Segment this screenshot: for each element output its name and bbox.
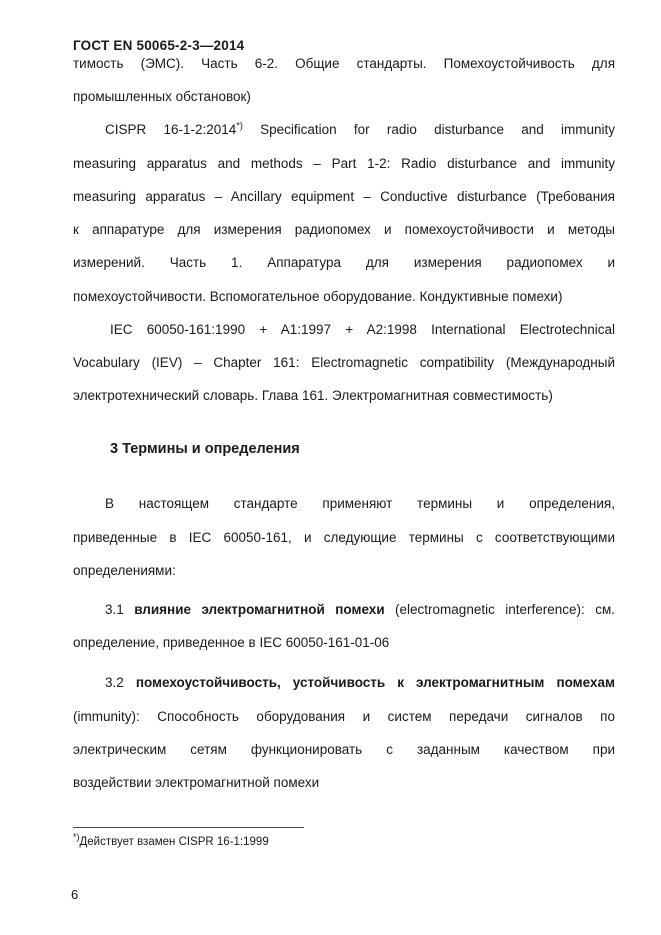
term-3-2-line-2: (immunity): Способность оборудования и систем передачи сигналов по [73, 709, 615, 724]
footnote [73, 832, 269, 848]
term-3-2-line-3: электрическим сетям функционировать с заданным качеством при [73, 742, 615, 757]
cispr-code: CISPR 16-1-2:2014 [105, 122, 237, 137]
ref-line-6: к аппаратуре для измерения радиопомех и помехоустойчивости и методы [73, 222, 615, 237]
term-3-1-line-2: определение, приведенное в IEC 60050-161-01-06 [73, 635, 390, 650]
intro-line-1: В настоящем стандарте применяют термины и определения, [105, 496, 615, 511]
page-number: 6 [71, 887, 79, 902]
ref-line-9: IEC 60050-161:1990 + A1:1997 + A2:1998 International Electrotechnical [110, 322, 615, 337]
ref-line-7: измерений. Часть 1. Аппаратура для измерения радиопомех и [73, 255, 615, 270]
ref-line-8: помехоустойчивости. Вспомогательное оборудование. Кондуктивные помехи) [73, 289, 563, 304]
cispr-title: Specification for radio disturbance and immunity [242, 122, 615, 137]
term-3-2-line-4: воздействии электромагнитной помехи [73, 775, 320, 790]
ref-line-4: measuring apparatus and methods – Part 1-2: Radio disturbance and immunity [73, 156, 615, 171]
term-3-1-rest: (electromagnetic interference): см. [384, 602, 615, 617]
ref-line-5: measuring apparatus – Ancillary equipment – Conductive disturbance (Требования [73, 189, 615, 204]
ref-line-2: промышленных обстановок) [73, 89, 251, 104]
footnote-text: Действует взамен CISPR 16-1:1999 [79, 836, 269, 848]
cispr-footnote-mark: *) [236, 120, 243, 131]
intro-line-2: приведенные в IEC 60050-161, и следующие термины с соответствующими [73, 530, 615, 545]
intro-line-3: определениями: [73, 563, 176, 578]
section-title: 3 Термины и определения [110, 441, 300, 457]
term-3-2-term: помехоустойчивость, устойчивость к электромагнитным помехам [135, 675, 615, 690]
term-3-1-term: влияние электромагнитной помехи [134, 602, 385, 617]
term-3-2-number: 3.2 [105, 675, 136, 690]
term-3-1-line-1 [105, 601, 615, 619]
ref-line-11: электротехнический словарь. Глава 161. Электромагнитная совместимость) [73, 388, 553, 403]
ref-line-10: Vocabulary (IEV) – Chapter 161: Electromagnetic compatibility (Международный [73, 355, 615, 370]
term-3-1-number: 3.1 [105, 602, 135, 617]
ref-cispr-line [105, 121, 615, 139]
footnote-divider [73, 827, 304, 828]
footnote-mark: *) [73, 832, 80, 843]
document-header: ГОСТ EN 50065-2-3—2014 [73, 38, 245, 53]
term-3-2-line-1 [105, 674, 615, 692]
ref-line-1: тимость (ЭМС). Часть 6-2. Общие стандарты. Помехоустойчивость для [73, 56, 615, 71]
